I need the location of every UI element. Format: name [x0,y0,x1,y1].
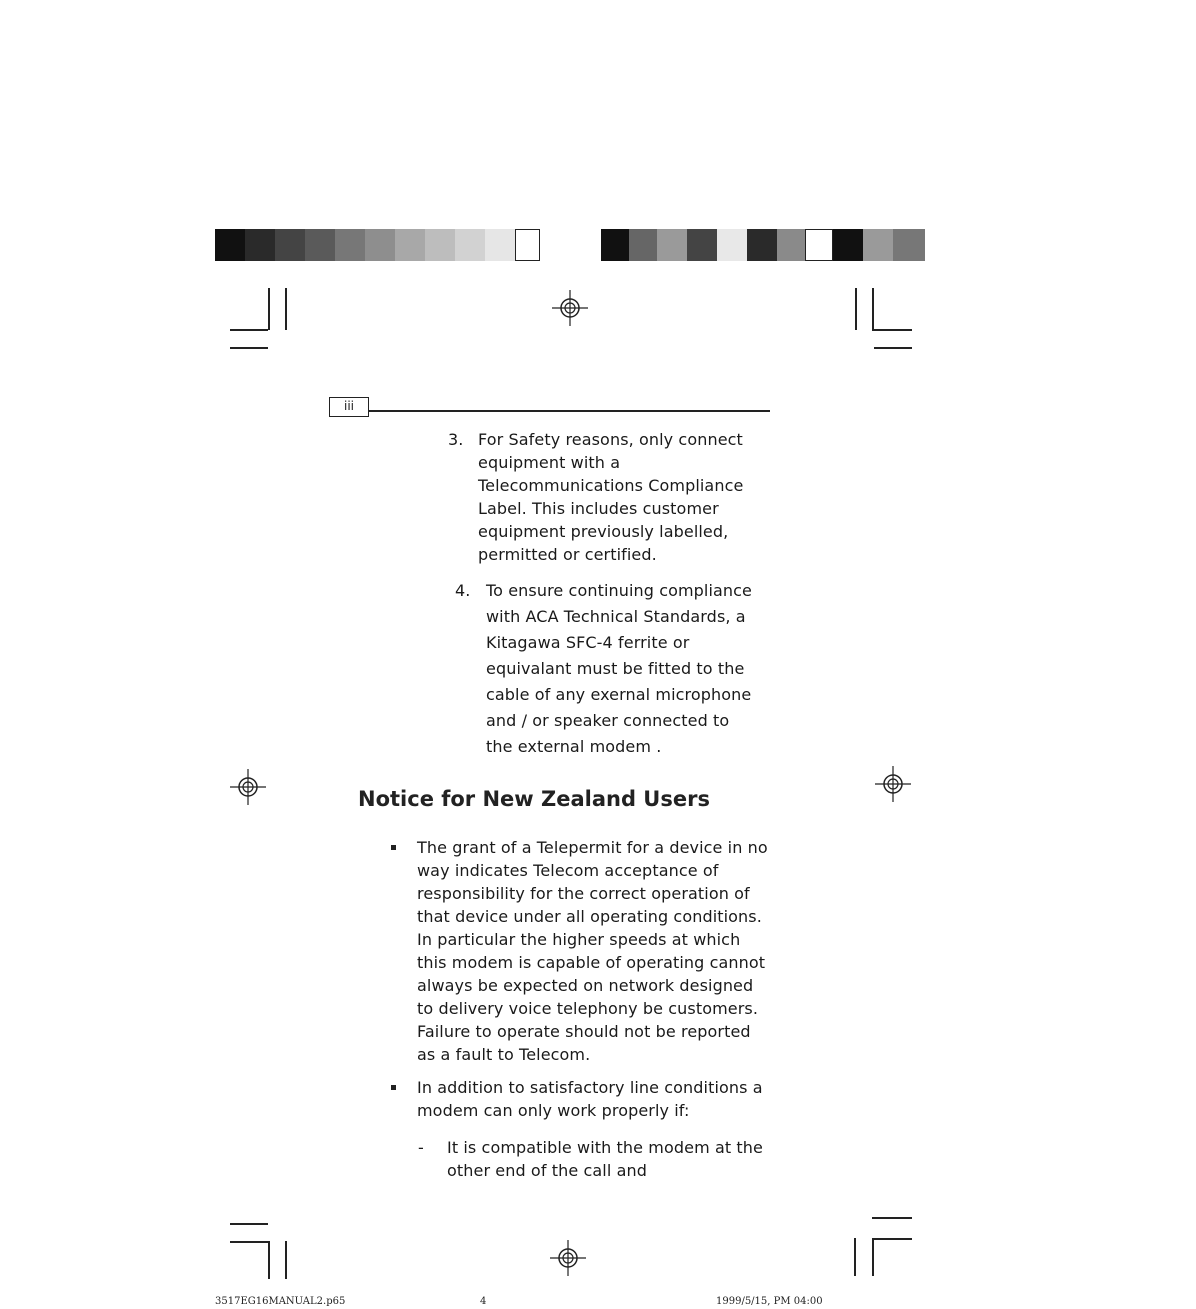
footer-page-number: 4 [480,1296,487,1307]
aca-item-3 [448,428,778,566]
registration-mark-top-icon [550,288,590,328]
crop-mark-bottom-right-horizontal [872,1217,912,1219]
crop-mark-bottom-left-vertical [268,1241,270,1279]
color-bar-right [601,229,925,261]
footer-file-name: 3517EG16MANUAL2.p65 [215,1296,346,1307]
crop-mark-top-right-vertical-2 [872,288,874,330]
crop-mark-bottom-left-horizontal-2 [230,1241,268,1243]
color-bar-left [215,229,540,261]
bullet-marker-2 [391,1085,396,1090]
bullet-marker-1 [391,845,396,850]
crop-mark-top-right-vertical [855,288,857,330]
page-label: iii [329,397,369,417]
nz-bullet-2-text: In addition to satisfactory line conditions a modem can only work properly if: [417,1078,763,1120]
nz-sub-item-marker: - [418,1138,424,1157]
nz-bullet-1-text: The grant of a Telepermit for a device in no way indicates Telecom acceptance of responsibility for the correct operation of that device under all operating conditions. In particular the higher speeds at which this modem is capable of operating cannot always be expected on network designed to delivery voice telephony be customers. Failure to operate should not be reported as a fault to Telecom. [417,838,768,1064]
footer-timestamp: 1999/5/15, PM 04:00 [716,1296,823,1307]
crop-mark-bottom-left-vertical-2 [285,1241,287,1279]
aca-item-4-text: To ensure continuing compliance with ACA Technical Standards, a Kitagawa SFC-4 ferrite or equivalant must be fitted to the cable of any exernal microphone and / or speaker connected to the external modem . [486,581,753,756]
registration-mark-bottom-icon [548,1238,588,1278]
crop-mark-top-left-horizontal [230,329,268,331]
crop-mark-bottom-left-horizontal [230,1223,268,1225]
crop-mark-top-left-vertical-2 [285,288,287,330]
crop-mark-bottom-right-horizontal-2 [872,1238,912,1240]
aca-item-4-number: 4. [455,581,471,600]
registration-mark-right-icon [873,764,913,804]
crop-mark-top-right-horizontal [872,329,912,331]
section-heading-new-zealand: Notice for New Zealand Users [358,787,710,811]
crop-mark-top-left-vertical [268,288,270,330]
crop-mark-bottom-right-vertical-2 [854,1238,856,1276]
aca-item-3-number: 3. [448,430,464,449]
aca-item-4 [455,578,775,760]
crop-mark-top-left-horizontal-2 [230,347,268,349]
header-rule [369,410,770,412]
aca-item-3-text: For Safety reasons, only connect equipment with a Telecommunications Compliance Label. This includes customer equipment previously labelled, permitted or certified. [478,430,744,564]
crop-mark-top-right-horizontal-2 [874,347,912,349]
crop-mark-bottom-right-vertical [872,1238,874,1276]
registration-mark-left-icon [228,767,268,807]
nz-sub-item-text: It is compatible with the modem at the other end of the call and [447,1138,763,1180]
